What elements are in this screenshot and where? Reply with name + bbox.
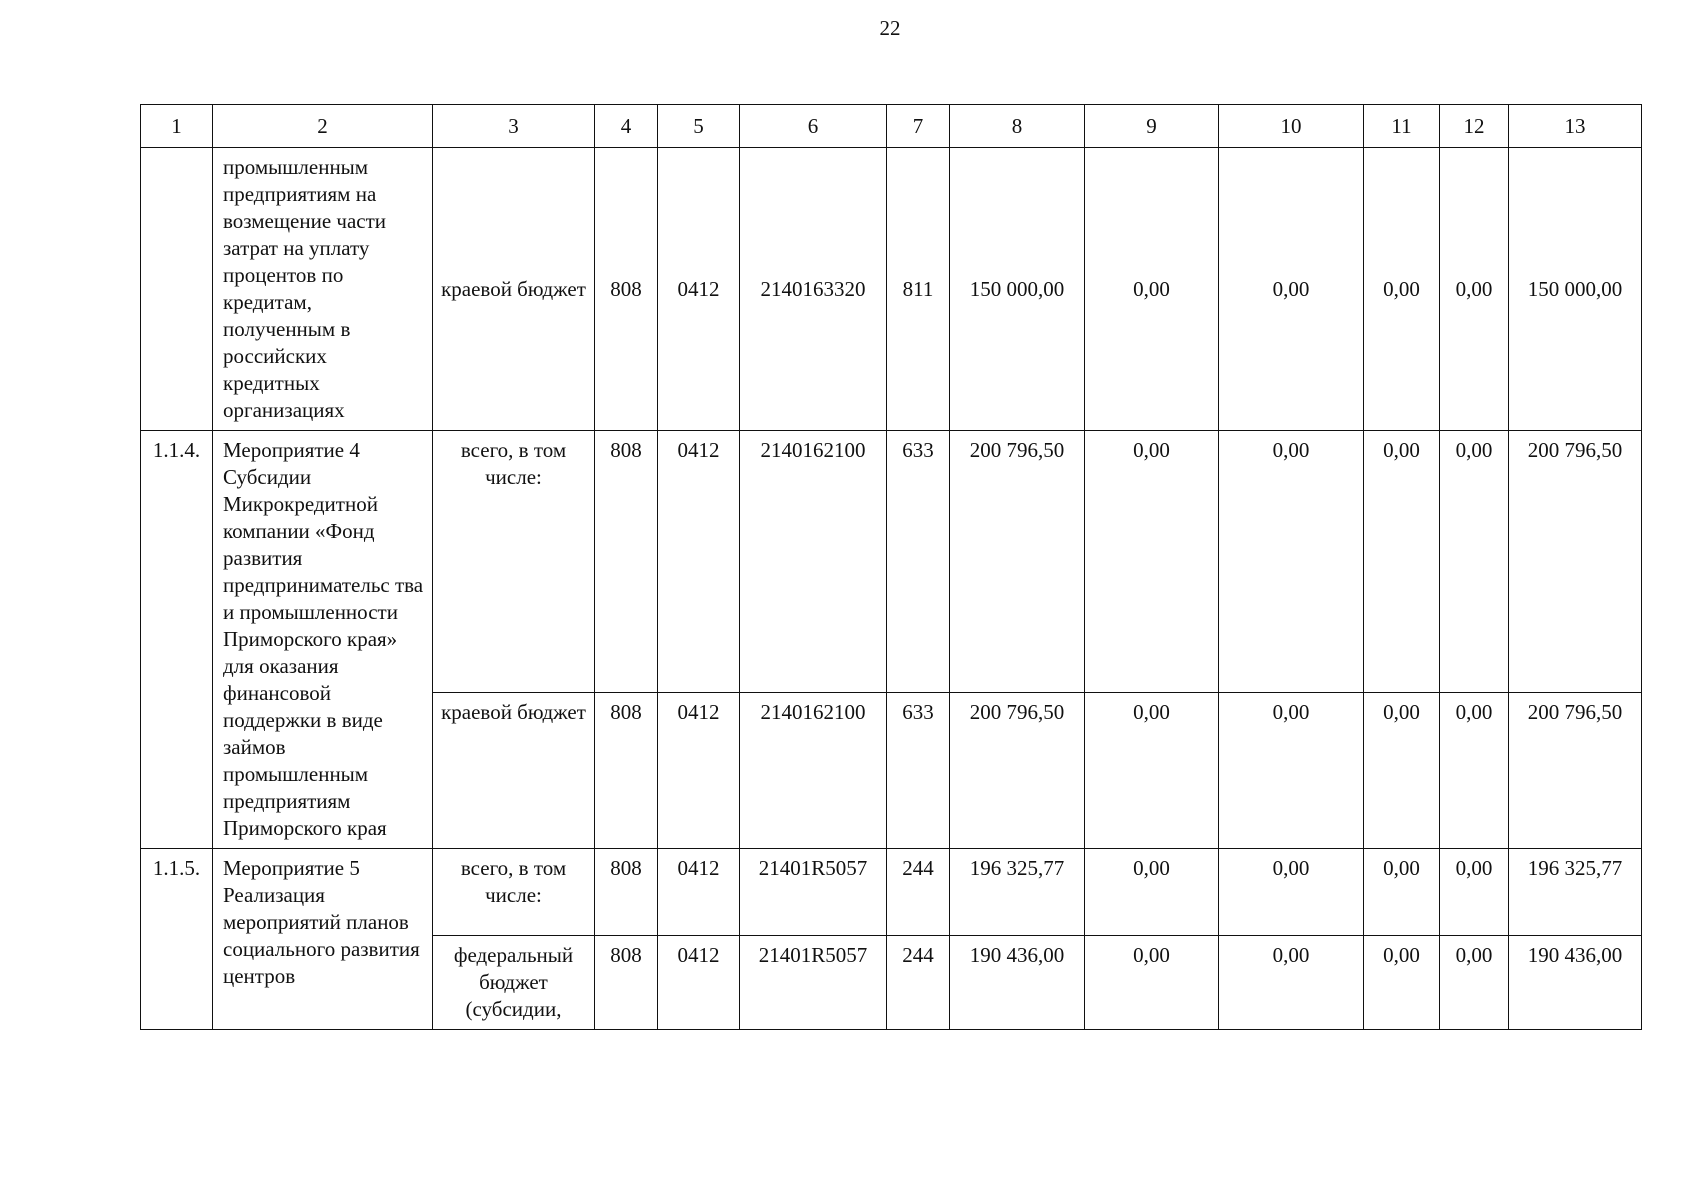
- column-header: 3: [433, 105, 595, 148]
- column-header: 8: [950, 105, 1085, 148]
- cell-col7: 244: [887, 849, 950, 936]
- cell-col5: 0412: [658, 849, 740, 936]
- item-description: Мероприятие 4 Субсидии Микрокредитной компании «Фонд развития предпринимательс тва и промышленности Приморского края» для оказания финансовой поддержки в виде займов промышленным предприятиям Приморского края: [213, 431, 433, 849]
- funding-source: краевой бюджет: [433, 148, 595, 431]
- cell-col10: 0,00: [1219, 849, 1364, 936]
- funding-source: федеральный бюджет (субсидии,: [433, 936, 595, 1030]
- column-header: 7: [887, 105, 950, 148]
- cell-col12: 0,00: [1440, 936, 1509, 1030]
- cell-col11: 0,00: [1364, 849, 1440, 936]
- cell-col4: 808: [595, 936, 658, 1030]
- cell-col11: 0,00: [1364, 431, 1440, 693]
- cell-col7: 244: [887, 936, 950, 1030]
- cell-col6: 2140162100: [740, 431, 887, 693]
- cell-col13: 150 000,00: [1509, 148, 1642, 431]
- cell-col7: 633: [887, 431, 950, 693]
- cell-col12: 0,00: [1440, 431, 1509, 693]
- cell-col7: 633: [887, 692, 950, 848]
- cell-col8: 200 796,50: [950, 692, 1085, 848]
- cell-col8: 200 796,50: [950, 431, 1085, 693]
- column-header: 10: [1219, 105, 1364, 148]
- cell-col8: 196 325,77: [950, 849, 1085, 936]
- column-header: 4: [595, 105, 658, 148]
- column-header: 5: [658, 105, 740, 148]
- column-header: 11: [1364, 105, 1440, 148]
- cell-col9: 0,00: [1085, 936, 1219, 1030]
- table-row: [141, 148, 1642, 431]
- cell-col6: 2140162100: [740, 692, 887, 848]
- column-header: 13: [1509, 105, 1642, 148]
- cell-col7: 811: [887, 148, 950, 431]
- cell-col10: 0,00: [1219, 936, 1364, 1030]
- cell-col5: 0412: [658, 936, 740, 1030]
- cell-col13: 196 325,77: [1509, 849, 1642, 936]
- budget-table: [140, 104, 1642, 1030]
- cell-col10: 0,00: [1219, 692, 1364, 848]
- cell-col8: 190 436,00: [950, 936, 1085, 1030]
- cell-col9: 0,00: [1085, 849, 1219, 936]
- table-row: [141, 849, 1642, 936]
- cell-col6: 21401R5057: [740, 849, 887, 936]
- cell-col9: 0,00: [1085, 148, 1219, 431]
- cell-col13: 200 796,50: [1509, 692, 1642, 848]
- column-header: 2: [213, 105, 433, 148]
- column-header: 12: [1440, 105, 1509, 148]
- cell-col4: 808: [595, 849, 658, 936]
- item-number: 1.1.4.: [141, 431, 213, 849]
- funding-source: всего, в том числе:: [433, 849, 595, 936]
- cell-col6: 2140163320: [740, 148, 887, 431]
- cell-col6: 21401R5057: [740, 936, 887, 1030]
- cell-col10: 0,00: [1219, 148, 1364, 431]
- cell-col13: 190 436,00: [1509, 936, 1642, 1030]
- cell-col11: 0,00: [1364, 148, 1440, 431]
- item-number-cell: [141, 148, 213, 431]
- cell-col12: 0,00: [1440, 849, 1509, 936]
- cell-col12: 0,00: [1440, 692, 1509, 848]
- cell-col9: 0,00: [1085, 431, 1219, 693]
- item-number: 1.1.5.: [141, 849, 213, 1030]
- page-number: 22: [879, 16, 901, 40]
- column-header: 6: [740, 105, 887, 148]
- cell-col11: 0,00: [1364, 692, 1440, 848]
- cell-col4: 808: [595, 692, 658, 848]
- table-row: [141, 431, 1642, 693]
- cell-col5: 0412: [658, 692, 740, 848]
- cell-col13: 200 796,50: [1509, 431, 1642, 693]
- item-description: Мероприятие 5 Реализация мероприятий планов социального развития центров: [213, 849, 433, 1030]
- cell-col8: 150 000,00: [950, 148, 1085, 431]
- column-header: 1: [141, 105, 213, 148]
- column-header: 9: [1085, 105, 1219, 148]
- cell-col5: 0412: [658, 148, 740, 431]
- cell-col10: 0,00: [1219, 431, 1364, 693]
- header-row: [141, 105, 1642, 148]
- cell-col9: 0,00: [1085, 692, 1219, 848]
- funding-source: краевой бюджет: [433, 692, 595, 848]
- cell-col4: 808: [595, 431, 658, 693]
- item-description: промышленным предприятиям на возмещение части затрат на уплату процентов по кредитам, полученным в российских кредитных организациях: [213, 148, 433, 431]
- cell-col4: 808: [595, 148, 658, 431]
- cell-col5: 0412: [658, 431, 740, 693]
- cell-col11: 0,00: [1364, 936, 1440, 1030]
- funding-source: всего, в том числе:: [433, 431, 595, 693]
- cell-col12: 0,00: [1440, 148, 1509, 431]
